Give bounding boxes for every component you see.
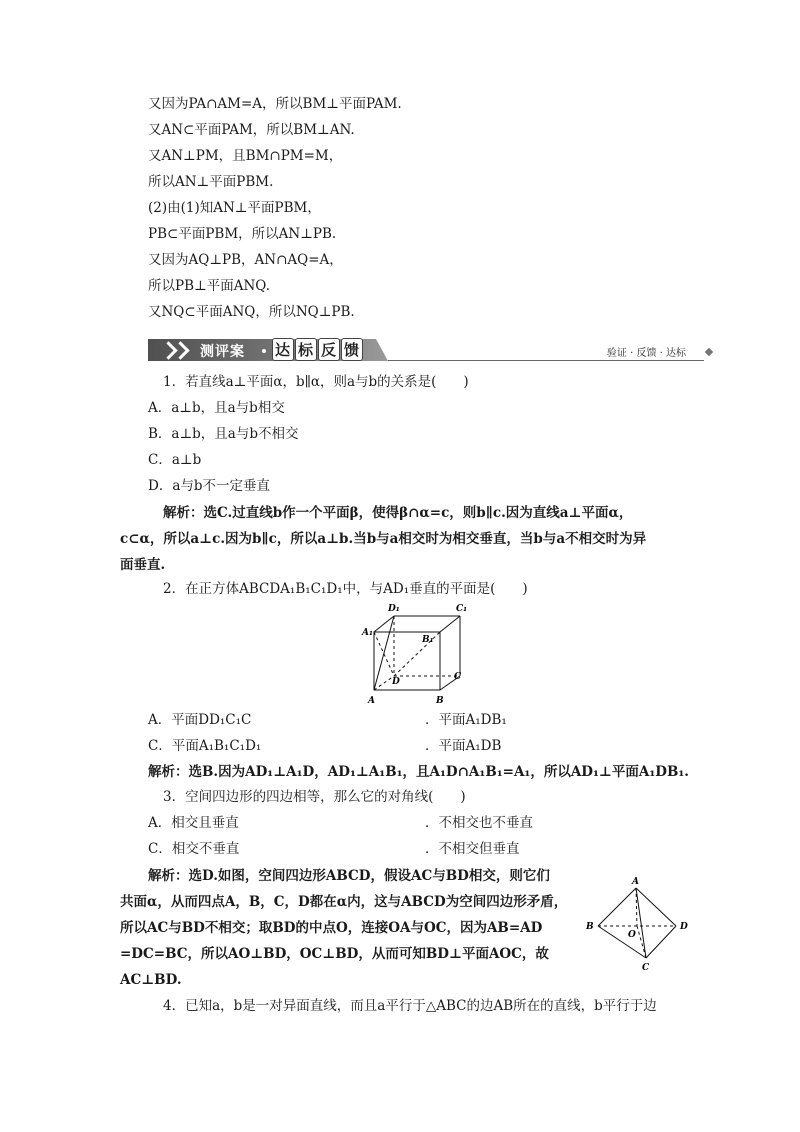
- question-1-solution: c⊂α，所以a⊥c.因为b∥c，所以a⊥b.当b与a相交时为相交垂直，当b与a不相交时为异: [120, 531, 647, 547]
- banner-char: 标: [295, 338, 317, 361]
- diamond-icon: [705, 348, 713, 356]
- label-c: C: [454, 672, 462, 682]
- section-banner: [148, 337, 716, 363]
- question-3-solution: 所以AC与BD不相交；取BD的中点O，连接OA与OC，因为AB=AD: [120, 920, 543, 936]
- question-3-option-d: ．不相交但垂直: [425, 841, 520, 857]
- edge-bc: [598, 926, 646, 958]
- question-1-stem: 1．若直线a⊥平面α，b∥α，则a与b的关系是( ): [163, 374, 469, 390]
- question-2-option-c: C．平面A₁B₁C₁D₁: [148, 738, 262, 754]
- question-2-option-b: ．平面A₁DB₁: [425, 712, 507, 728]
- question-1-solution: 面垂直.: [120, 557, 166, 573]
- proof-line: 又因为AQ⊥PB，AN∩AQ=A，: [148, 252, 343, 268]
- banner-title-left: 测评案: [200, 344, 245, 360]
- label-b: B: [436, 696, 444, 706]
- banner-char: 达: [272, 338, 294, 361]
- question-3-option-b: ．不相交也不垂直: [425, 815, 533, 831]
- question-1-option-c: C．a⊥b: [148, 452, 202, 468]
- edge-ab: [598, 888, 636, 926]
- banner-rule: [388, 360, 704, 361]
- proof-line: (2)由(1)知AN⊥平面PBM，: [148, 200, 321, 216]
- proof-line: 又因为PA∩AM=A，所以BM⊥平面PAM.: [148, 96, 402, 112]
- diagonal-a1d: [374, 632, 394, 676]
- label-d: D: [680, 922, 688, 932]
- banner-title-right: [272, 338, 364, 361]
- label-b1: B₁: [422, 635, 434, 645]
- question-3-solution: 共面α，从而四点A，B，C，D都在α内，这与ABCD为空间四边形矛盾，: [120, 894, 568, 910]
- question-1-option-a: A．a⊥b，且a与b相交: [148, 400, 285, 416]
- question-3-stem: 3．空间四边形的四边相等，那么它的对角线( ): [163, 789, 466, 805]
- question-2-option-a: A．平面DD₁C₁C: [148, 712, 252, 728]
- question-1-option-d: D．a与b不一定垂直: [148, 478, 271, 494]
- proof-line: PB⊂平面PBM，所以AN⊥PB.: [148, 226, 337, 242]
- diagonal-ad1: [374, 616, 394, 690]
- question-4-stem: 4．已知a，b是一对异面直线，而且a平行于△ABC的边AB所在的直线，b平行于边: [163, 998, 657, 1014]
- question-3-option-c: C．相交不垂直: [148, 841, 240, 857]
- proof-line: 又NQ⊂平面ANQ，所以NQ⊥PB.: [148, 304, 355, 320]
- banner-dot: [262, 349, 266, 353]
- edge-dc: [646, 926, 676, 958]
- label-c: C: [642, 963, 650, 973]
- label-b: B: [586, 922, 594, 932]
- label-d: D: [392, 677, 400, 687]
- question-3-solution: AC⊥BD.: [120, 972, 182, 988]
- proof-line: 又AN⊥PM，且BM∩PM=M，: [148, 148, 343, 164]
- proof-line: 所以PB⊥平面ANQ.: [148, 278, 270, 294]
- label-d1: D₁: [388, 604, 400, 614]
- label-c1: C₁: [456, 604, 468, 614]
- cube-edge: [440, 616, 460, 632]
- edge-ad: [636, 888, 676, 926]
- label-o: O: [628, 930, 636, 940]
- proof-line: 又AN⊂平面PAM，所以BM⊥AN.: [148, 122, 355, 138]
- question-3-option-a: A．相交且垂直: [148, 815, 239, 831]
- cube-figure: [356, 600, 476, 708]
- question-1-option-b: B．a⊥b，且a与b不相交: [148, 426, 299, 442]
- question-3-solution: =DC=BC，所以AO⊥BD，OC⊥BD，从而可知BD⊥平面AOC，故: [120, 946, 549, 962]
- banner-subtitle: 验证 · 反馈 · 达标: [606, 348, 686, 359]
- proof-line: 所以AN⊥平面PBM.: [148, 174, 274, 190]
- question-2-solution: 解析：选B.因为AD₁⊥A₁D，AD₁⊥A₁B₁，且A₁D∩A₁B₁=A₁，所以AD₁⊥平面A₁DB₁.: [148, 764, 690, 780]
- cube-edge: [374, 616, 394, 632]
- question-2-stem: 2．在正方体ABCDA₁B₁C₁D₁中，与AD₁垂直的平面是( ): [163, 581, 528, 597]
- question-2-option-d: ．平面A₁DB: [425, 738, 502, 754]
- question-1-solution: 解析：选C.过直线b作一个平面β，使得β∩α=c，则b∥c.因为直线a⊥平面α，: [163, 505, 633, 521]
- banner-char: 反: [318, 338, 340, 361]
- label-a1: A₁: [362, 628, 373, 638]
- question-3-solution: 解析：选D.如图，空间四边形ABCD，假设AC与BD相交，则它们: [148, 868, 550, 884]
- tetrahedron-figure: [584, 874, 696, 974]
- banner-char: 馈: [341, 338, 363, 361]
- edge-ac: [636, 888, 646, 958]
- label-a: A: [632, 877, 639, 887]
- label-a: A: [368, 696, 375, 706]
